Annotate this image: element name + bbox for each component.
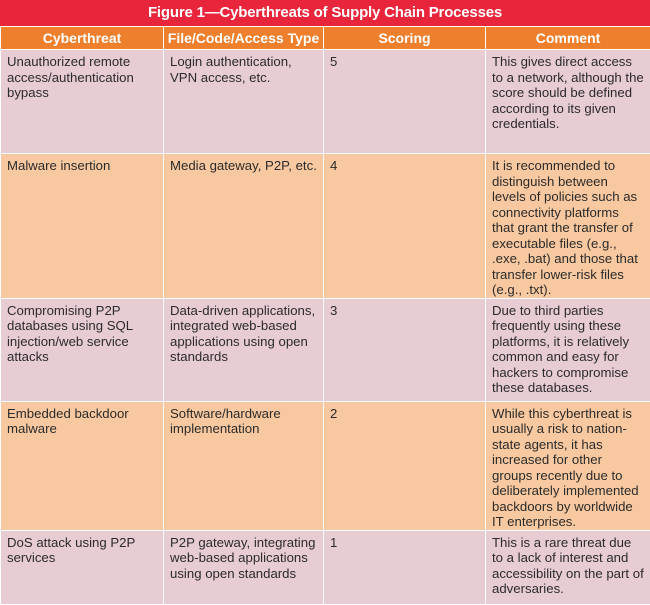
cell-comment: This is a rare threat due to a lack of interest and accessibility on the part of adversaries.	[486, 530, 650, 604]
cell-scoring: 1	[324, 530, 486, 604]
cell-cyberthreat: DoS attack using P2P services	[1, 530, 164, 604]
cell-cyberthreat: Compromising P2P databases using SQL injection/web service attacks	[1, 298, 164, 401]
cell-comment: This gives direct access to a network, although the score should be defined according to its given credentials.	[486, 50, 650, 154]
table-row	[1, 298, 650, 401]
cell-access-type: Data-driven applications, integrated web-based applications using open standards	[164, 298, 324, 401]
cell-cyberthreat: Embedded backdoor malware	[1, 401, 164, 530]
header-cyberthreat: Cyberthreat	[1, 27, 164, 50]
cell-cyberthreat: Unauthorized remote access/authentication bypass	[1, 50, 164, 154]
header-access-type: File/Code/Access Type	[164, 27, 324, 50]
table-row	[1, 401, 650, 530]
cell-access-type: Software/hardware implementation	[164, 401, 324, 530]
figure-title: Figure 1—Cyberthreats of Supply Chain Processes	[0, 0, 650, 26]
table-row	[1, 154, 650, 299]
cell-comment: While this cyberthreat is usually a risk to nation-state agents, it has increased for other groups recently due to deliberately implemented backdoors by worldwide IT enterprises.	[486, 401, 650, 530]
cell-scoring: 3	[324, 298, 486, 401]
cell-comment: It is recommended to distinguish between levels of policies such as connectivity platforms that grant the transfer of executable files (e.g., .exe, .bat) and those that transfer lower-risk files (e.g., .txt).	[486, 154, 650, 299]
cyberthreats-table	[0, 26, 650, 605]
cell-access-type: P2P gateway, integrating web-based applications using open standards	[164, 530, 324, 604]
cell-comment: Due to third parties frequently using these platforms, it is relatively common and easy for hackers to compromise these databases.	[486, 298, 650, 401]
cell-scoring: 5	[324, 50, 486, 154]
cell-cyberthreat: Malware insertion	[1, 154, 164, 299]
header-scoring: Scoring	[324, 27, 486, 50]
cell-access-type: Media gateway, P2P, etc.	[164, 154, 324, 299]
cell-scoring: 2	[324, 401, 486, 530]
table-row	[1, 530, 650, 604]
cell-scoring: 4	[324, 154, 486, 299]
cell-access-type: Login authentication, VPN access, etc.	[164, 50, 324, 154]
header-comment: Comment	[486, 27, 650, 50]
table-row	[1, 50, 650, 154]
header-row	[1, 27, 650, 50]
